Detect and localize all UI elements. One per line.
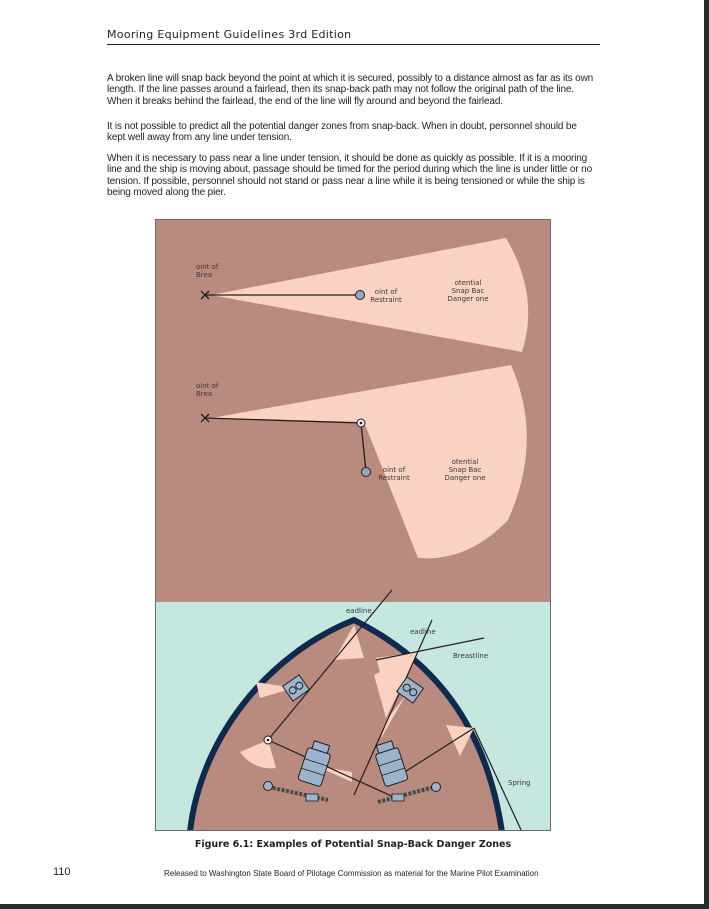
page-number: 110 [53,866,71,878]
page-edge-right [704,0,709,909]
breastline-label: Breastline [453,652,489,660]
restraint-point-marker-1 [356,291,365,300]
restraint-label-2a: oint of [382,466,406,474]
break-point-label-2b: Brea [196,390,213,398]
snap-back-figure [155,219,551,831]
break-point-label-2a: oint of [196,382,219,390]
zone-label-2b: Snap Bac [448,466,482,474]
page-edge-bottom [0,904,709,909]
paragraph-pass-near-line: When it is necessary to pass near a line under tension, it should be done as quickly as possible. If it is a mooring line and the ship is moving about, passage should be timed for the period during which the line is under little or no tension. If possible, personnel should not stand or pass near a line while it is being tensioned or while the ship is being moved along the pier. [107,153,592,198]
restraint-point-marker-2 [362,468,371,477]
paragraph-snap-back-beyond: A broken line will snap back beyond the point at which it is secured, possibly to a distance almost as far as its own length. If the line passes around a fairlead, then its snap-back path may not follow the original path of the line. When it breaks behind the fairlead, the end of the line will fly around and beyond the fairlead. [107,73,594,107]
figure-caption: Figure 6.1: Examples of Potential Snap-Back Danger Zones [194,839,512,850]
zone-label-2a: otential [451,458,479,466]
restraint-label-2b: Restraint [378,474,410,482]
zone-label-1c: Danger one [447,295,489,303]
zone-label-1a: otential [454,279,482,287]
running-head: Mooring Equipment Guidelines 3rd Edition [107,28,352,41]
footer-note: Released to Washington State Board of Pilotage Commission as material for the Marine Pilot Examination [164,869,539,878]
headline-label-1: eadline [346,607,372,615]
restraint-label-1b: Restraint [370,296,402,304]
break-point-label-1a: oint of [196,263,219,271]
snap-back-diagram [156,220,551,831]
headline-label-2: eadline [410,628,436,636]
zone-label-2c: Danger one [444,474,486,482]
zone-label-1b: Snap Bac [451,287,485,295]
header-rule [107,44,600,45]
paragraph-predict-danger-zones: It is not possible to predict all the potential danger zones from snap-back. When in doubt, personnel should be kept well away from any line under tension. [107,121,577,144]
spring-label: Spring [508,779,531,787]
fairlead-center [360,422,363,425]
restraint-label-1a: oint of [374,288,398,296]
deck-fairlead-center [267,739,270,742]
break-point-label-1b: Brea [196,271,213,279]
